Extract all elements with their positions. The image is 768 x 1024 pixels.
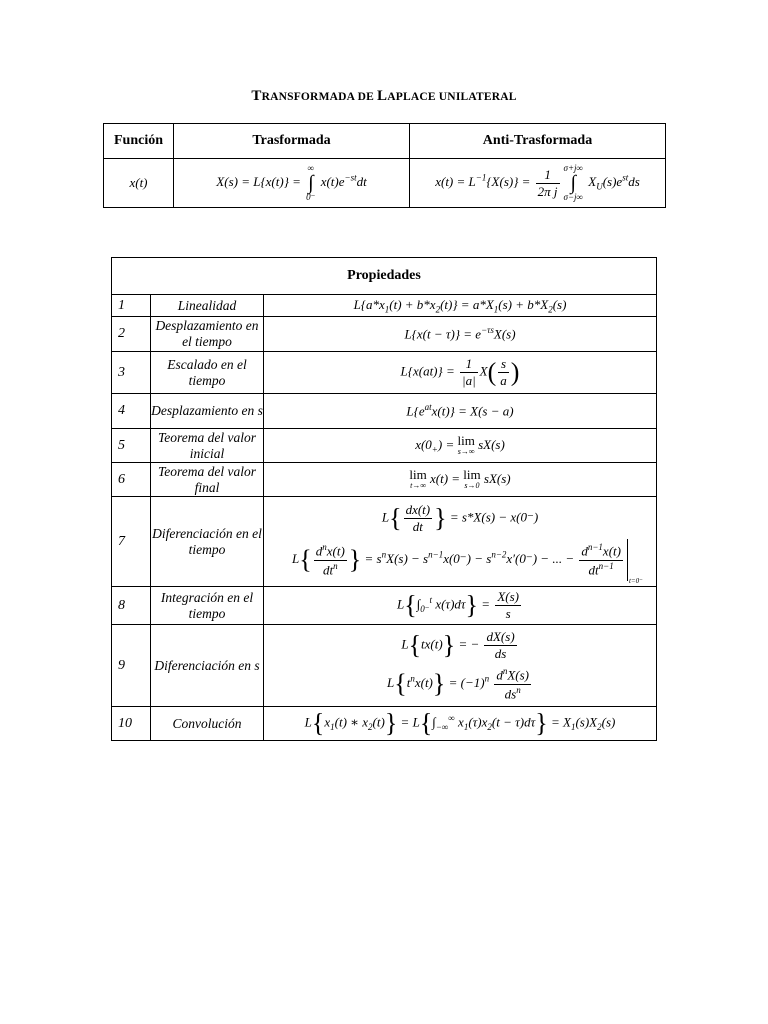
header-trasformada: Trasformada <box>174 124 410 159</box>
header-funcion: Función <box>104 124 174 159</box>
table-row: 8 Integración en el tiempo $L\{\int_{0^-}^t$ x(τ)dτ} = $\frac{X(s)}{s}$ <box>112 587 657 625</box>
inverse-transform-formula: $x(t) = L^{-1}\{X(s)\}$ = $\frac{1}{\text{2π j}}$ σ+j∞ ∫ σ−j∞ $X_U(s)e^{st}ds$ <box>410 159 666 208</box>
formula-desplazamiento-s: $L\{e^{at}x(t)\} = X(s - a)$ <box>264 394 657 429</box>
formula-convolucion: $L\{x_1(t)$ ∗ $x_2(t)\} = L\{\int_{-\infty}^\infty$ $x_1(\tau)x_2(t - \tau)d\tau\} = X_1(s)X_2(s)$ <box>264 707 657 741</box>
header-anti-trasformada: Anti-Trasformada <box>410 124 666 159</box>
function-cell: x(t) <box>104 159 174 208</box>
table-row: 2 Desplazamiento en el tiempo $L\{x(t - \tau)\} = e^{-\tau s}X(s)$ <box>112 317 657 352</box>
table-row: 7 Diferenciación en el tiempo L{ $\frac{dx(t)}{dt}$ } = s*X(s) − x(0⁻) L{ $\frac{d^nx(t)}{dt^n}$ } = $s^nX(s) - s^{n-1}x(0^-) - s^{n-2}x'(0^-)$ − ... − $\frac{d^{n-1}x(t)}{dt^{n-1}}$ t=0⁻ <box>112 497 657 587</box>
formula-valor-inicial: $x(0_+) = \lim$ s→∞ sX(s) <box>264 429 657 463</box>
formula-valor-final: lim t→∞ x(t) = lim s→0 sX(s) <box>264 463 657 497</box>
properties-heading: Propiedades <box>112 258 657 295</box>
table-row: 3 Escalado en el tiempo L{x(at)} = $\frac{1}{|a|}$ X( $\frac{s}{a}$ ) <box>112 352 657 394</box>
formula-desplazamiento-tiempo: $L\{x(t - \tau)\} = e^{-\tau s}X(s)$ <box>264 317 657 352</box>
transform-formula: X(s) = L{x(t)} = ∞ ∫ 0⁻ $x(t)e^{-st}dt$ <box>174 159 410 208</box>
formula-integracion: $L\{\int_{0^-}^t$ x(τ)dτ} = $\frac{X(s)}{s}$ <box>264 587 657 625</box>
table-row: 10 Convolución $L\{x_1(t)$ ∗ $x_2(t)\} = L\{\int_{-\infty}^\infty$ $x_1(\tau)x_2(t - \tau)d\tau\} = X_1(s)X_2(s)$ <box>112 707 657 741</box>
formula-escalado: L{x(at)} = $\frac{1}{|a|}$ X( $\frac{s}{a}$ ) <box>264 352 657 394</box>
table-row: 5 Teorema del valor inicial $x(0_+) = \lim$ s→∞ sX(s) <box>112 429 657 463</box>
formula-linealidad: $L\{a*x_1(t) + b*x_2(t)\} = a*X_1(s) + b*X_2(s)$ <box>264 295 657 317</box>
table-row: 4 Desplazamiento en s $L\{e^{at}x(t)\} = X(s - a)$ <box>112 394 657 429</box>
formula-diferenciacion-s: L{tx(t)} = − $\frac{dX(s)}{ds}$ $L\{t^nx(t)\} = (-1)^n$ $\frac{d^nX(s)}{ds^n}$ <box>264 625 657 707</box>
table-row: 6 Teorema del valor final lim t→∞ x(t) = lim s→0 sX(s) <box>112 463 657 497</box>
properties-table <box>111 257 657 741</box>
transform-table <box>103 123 666 208</box>
page-title: TRANSFORMADA DE LAPLACE UNILATERAL <box>251 88 517 104</box>
formula-diferenciacion-tiempo: L{ $\frac{dx(t)}{dt}$ } = s*X(s) − x(0⁻) L{ $\frac{d^nx(t)}{dt^n}$ } = $s^nX(s) - s^{n-1}x(0^-) - s^{n-2}x'(0^-)$ − ... − $\frac{d^{n-1}x(t)}{dt^{n-1}}$ t=0⁻ <box>264 497 657 587</box>
table-row: 1 Linealidad $L\{a*x_1(t) + b*x_2(t)\} = a*X_1(s) + b*X_2(s)$ <box>112 295 657 317</box>
table-row: 9 Diferenciación en s L{tx(t)} = − $\frac{dX(s)}{ds}$ $L\{t^nx(t)\} = (-1)^n$ $\frac{d^nX(s)}{ds^n}$ <box>112 625 657 707</box>
